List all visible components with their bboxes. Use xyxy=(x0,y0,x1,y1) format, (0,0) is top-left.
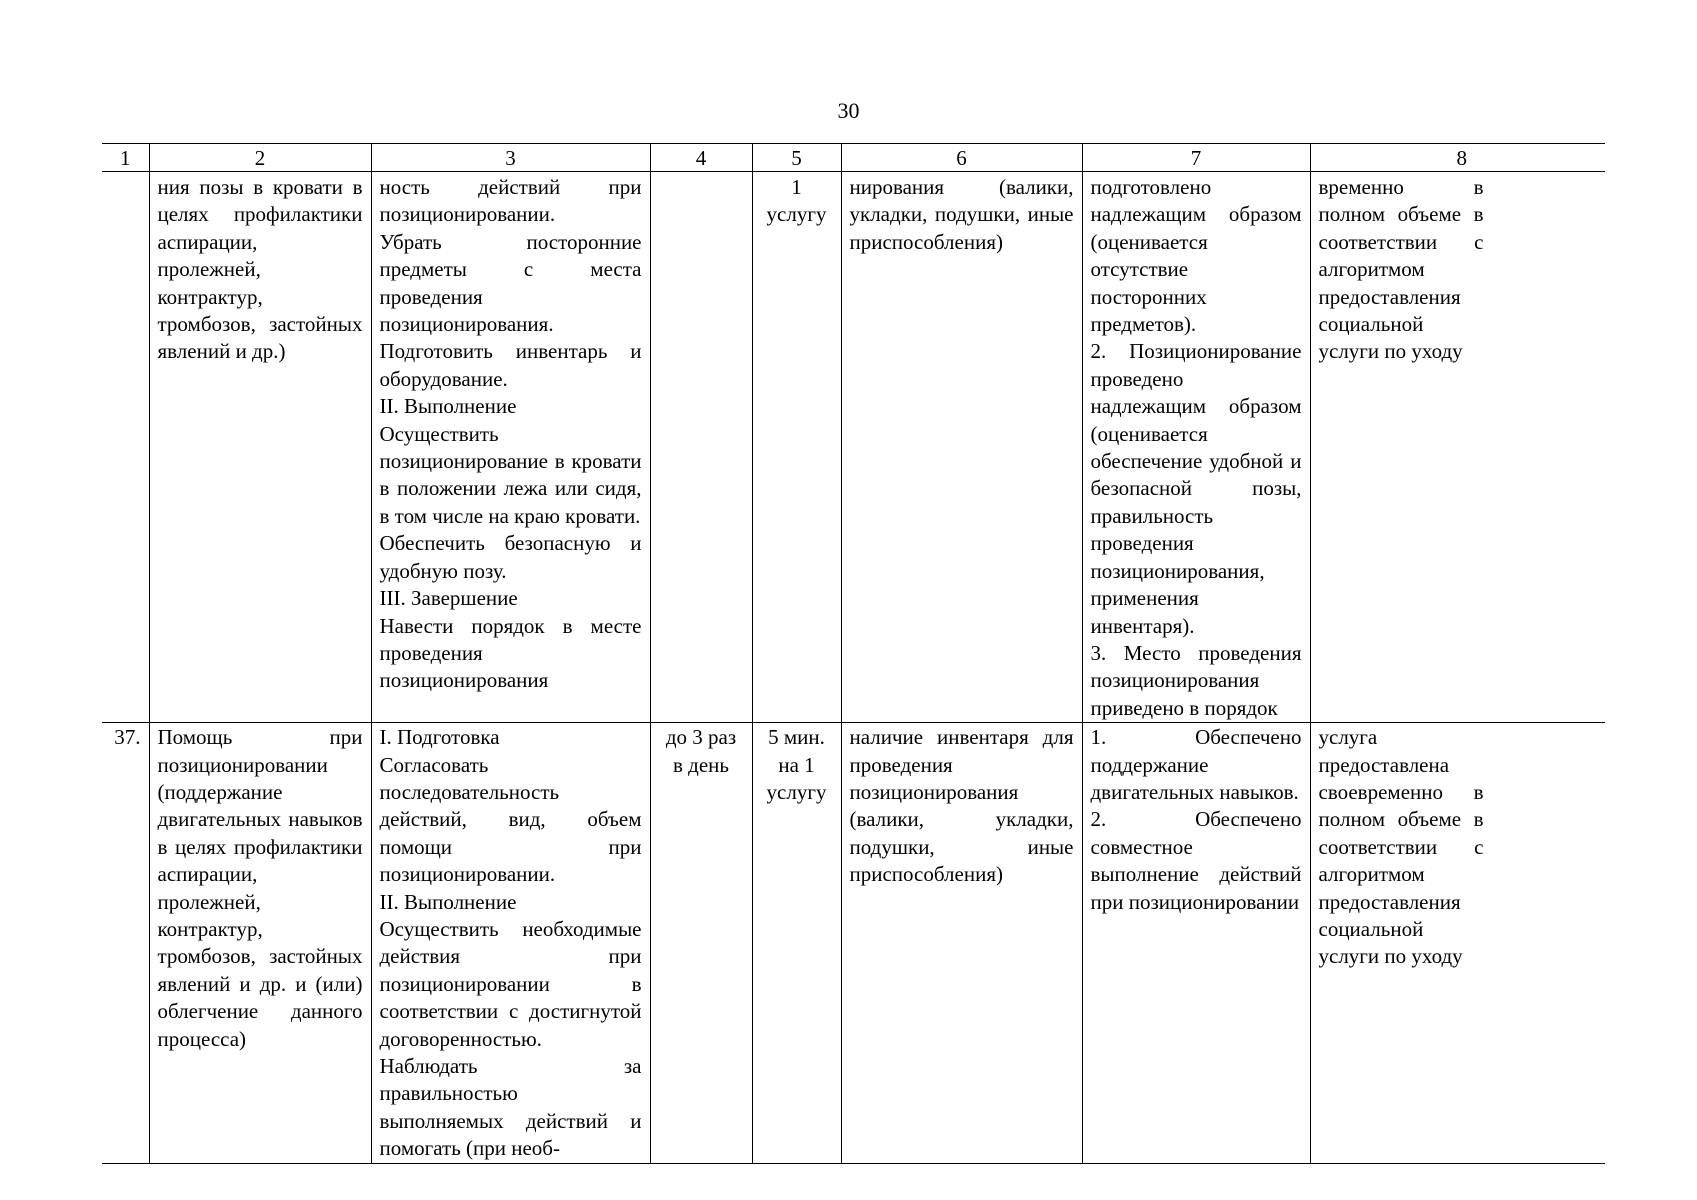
step-text: Навести порядок в месте проведения позиционирования xyxy=(379,613,642,693)
service-name-cell: ния позы в кровати в целях профилактики аспирации, пролежней, контрактур, тромбозов, застойных явлений и др.) xyxy=(149,172,371,723)
time-cell: 5 мин. на 1 услугу xyxy=(752,723,841,1164)
result-text: 2. Позиционирование проведено надлежащим образом (оценивается обеспечение удобной и безопасной позы, правильность проведения позиционирования, применения инвентаря). xyxy=(1090,339,1302,638)
quality-text: услуга предоставлена своевременно в полном объеме в соответствии с алгоритмом предоставления социальной услуги по уходу xyxy=(1318,725,1484,969)
step-heading: II. Выполнение xyxy=(379,394,517,419)
quality-cell xyxy=(1310,723,1605,1164)
step-text: Осуществить позиционирование в кровати в положении лежа или сидя, в том числе на краю кровати. xyxy=(379,421,642,528)
results-cell xyxy=(1082,723,1310,1164)
column-number-header: 8 xyxy=(1310,144,1605,172)
step-heading: I. Подготовка xyxy=(379,725,500,750)
step-text: Осуществить необходимые действия при позиционировании в соответствии с достигнутой договоренностью. xyxy=(379,916,642,1051)
step-text: Наблюдать за правильностью выполняемых действий и помогать (при необ- xyxy=(379,1054,642,1161)
services-table xyxy=(102,143,1605,1164)
step-text: Подготовить инвентарь и оборудование. xyxy=(379,339,642,391)
result-text: подготовлено надлежащим образом (оценивается отсутствие посторонних предметов). xyxy=(1090,175,1302,337)
column-number-header: 7 xyxy=(1082,144,1310,172)
step-text: ность действий при позиционировании. xyxy=(379,175,642,227)
column-number-header: 4 xyxy=(650,144,752,172)
conditions-cell: наличие инвентаря для проведения позиционирования (валики, укладки, подушки, иные приспособления) xyxy=(841,723,1082,1164)
results-cell xyxy=(1082,172,1310,723)
quality-text: временно в полном объеме в соответствии с алгоритмом предоставления социальной услуги по уходу xyxy=(1318,175,1484,364)
row-number-cell xyxy=(102,172,149,723)
page-number: 30 xyxy=(837,98,860,123)
column-number-header: 1 xyxy=(102,144,149,172)
column-number-header: 5 xyxy=(752,144,841,172)
step-text: Согласовать последовательность действий, вид, объем помощи при позиционировании. xyxy=(379,752,642,887)
result-text: 2. Обеспечено совместное выполнение действий при позиционировании xyxy=(1090,807,1302,914)
quality-cell xyxy=(1310,172,1605,723)
table-row xyxy=(102,172,1605,723)
conditions-cell: нирования (валики, укладки, подушки, иные приспособления) xyxy=(841,172,1082,723)
step-text: Обеспечить безопасную и удобную позу. xyxy=(379,531,642,583)
result-text: 3. Место проведения позиционирования приведено в порядок xyxy=(1090,640,1302,720)
step-heading: II. Выполнение xyxy=(379,889,517,914)
column-number-header: 3 xyxy=(371,144,650,172)
time-cell: 1 услугу xyxy=(752,172,841,723)
column-number-header: 2 xyxy=(149,144,371,172)
table-row xyxy=(102,723,1605,1164)
table-header-row xyxy=(102,144,1605,172)
frequency-cell: до 3 раз в день xyxy=(650,723,752,1164)
row-number-cell: 37. xyxy=(102,723,149,1164)
steps-cell xyxy=(371,172,650,723)
steps-cell xyxy=(371,723,650,1164)
result-text: 1. Обеспечено поддержание двигательных навыков. xyxy=(1090,725,1302,804)
step-heading: III. Завершение xyxy=(379,586,518,611)
frequency-cell xyxy=(650,172,752,723)
step-text: Убрать посторонние предметы с места проведения позиционирования. xyxy=(379,229,642,337)
service-name-cell: Помощь при позиционировании (поддержание двигательных навыков в целях профилактики аспирации, пролежней, контрактур, тромбозов, застойных явлений и др. и (или) облегчение данного процесса) xyxy=(149,723,371,1164)
column-number-header: 6 xyxy=(841,144,1082,172)
